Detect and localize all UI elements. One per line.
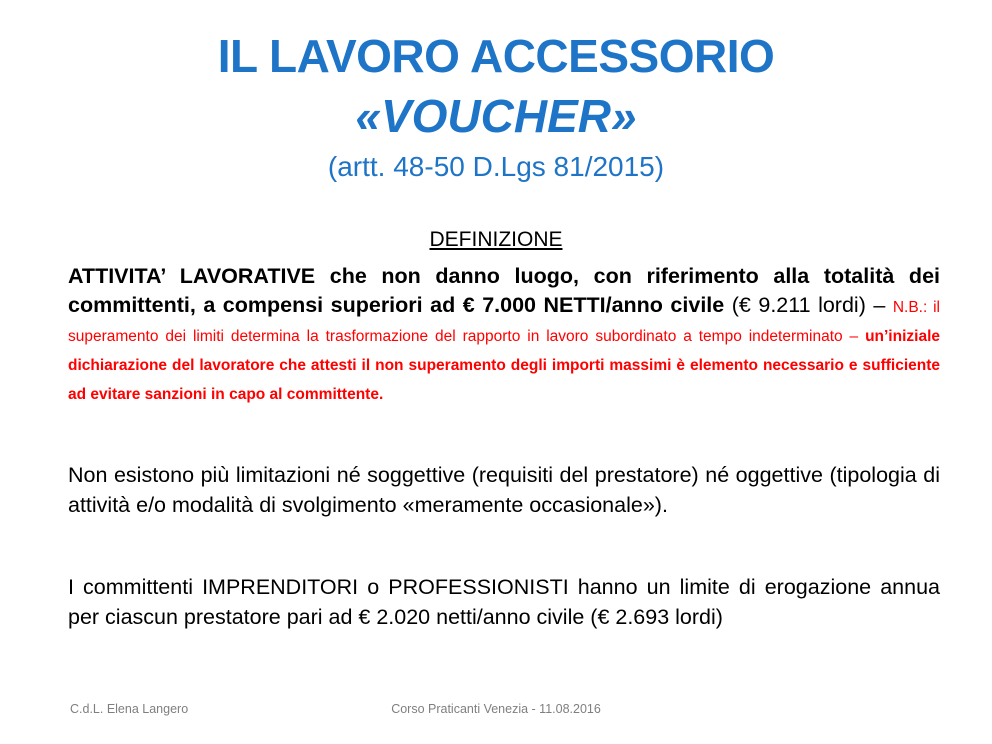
footer-event: Corso Praticanti Venezia - 11.08.2016 <box>391 702 601 716</box>
title-main: IL LAVORO ACCESSORIO <box>217 30 775 82</box>
slide-title <box>0 28 992 184</box>
definition-gross-amount: (€ 9.211 lordi) – <box>724 293 893 317</box>
definition-bold-lead: ATTIVITA’ LAVORATIVE che non danno luogo, con riferimento alla totalità dei committenti, a compensi superiori ad € 7.000 NETTI/anno civile <box>68 264 940 317</box>
title-voucher: «VOUCHER» <box>355 90 637 142</box>
employers-limit-paragraph: I committenti IMPRENDITORI o PROFESSIONISTI hanno un limite di erogazione annua per ciascun prestatore pari ad € 2.020 netti/anno civile (€ 2.693 lordi) <box>68 575 940 629</box>
definition-note: N.B.: il superamento dei limiti determina la trasformazione del rapporto in lavoro subordinato a tempo indeterminato – <box>68 299 941 345</box>
definition-paragraph <box>68 262 940 407</box>
limitations-paragraph: Non esistono più limitazioni né soggettive (requisiti del prestatore) né oggettive (tipologia di attività e/o modalità di svolgimento «meramente occasionale»). <box>68 463 940 517</box>
footer-author: C.d.L. Elena Langero <box>70 702 189 716</box>
section-heading-definizione: DEFINIZIONE <box>429 228 563 251</box>
title-reference: (artt. 48-50 D.Lgs 81/2015) <box>327 151 665 182</box>
definition-note-emphasis: un’iniziale dichiarazione del lavoratore che attesti il non superamento degli importi massimi è elemento necessario e sufficiente ad evitare sanzioni in capo al committente. <box>68 328 940 403</box>
